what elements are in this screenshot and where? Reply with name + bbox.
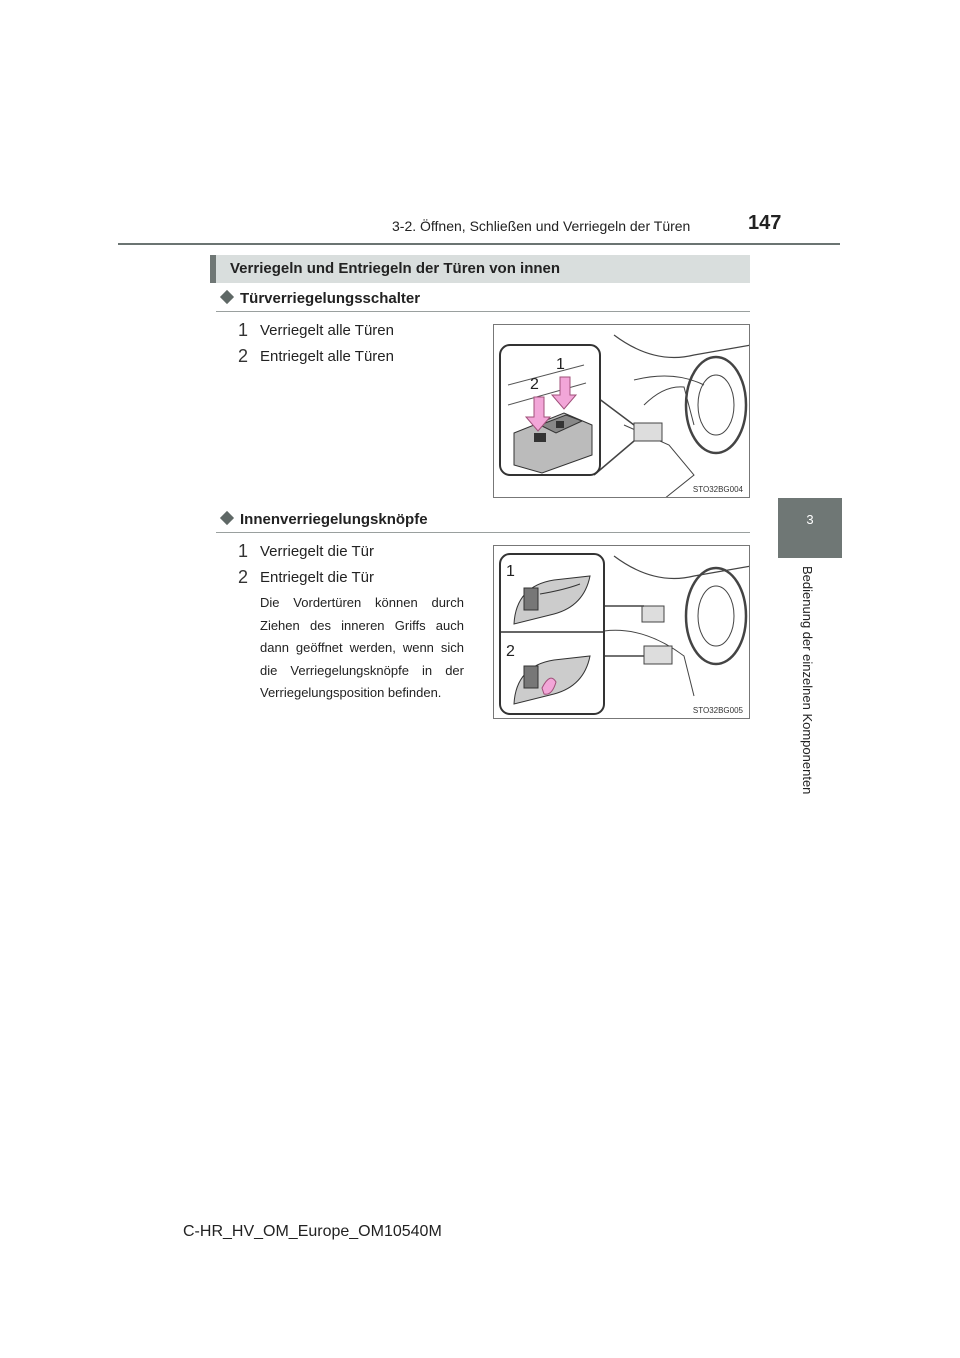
header-rule [118, 243, 840, 245]
diamond-bullet-icon [220, 511, 234, 525]
subheading-rule [216, 532, 750, 533]
number-1-icon: 1 [238, 320, 249, 340]
list-item [238, 322, 394, 339]
figure-code: STO32BG004 [692, 485, 743, 494]
number-2-icon: 2 [238, 346, 249, 366]
subheading-text: Innenverriegelungsknöpfe [240, 511, 428, 528]
list-item-text: Entriegelt alle Türen [260, 348, 394, 365]
figure-callout-1: 1 [556, 356, 565, 373]
note-paragraph: Die Vordertüren können durch Ziehen des inneren Griffs auch dann geöffnet werden, wenn sich die Verriegelungsknöpfe in der Verriegelungsposition befinden. [260, 595, 464, 700]
document-id: C-HR_HV_OM_Europe_OM10540M [183, 1223, 442, 1240]
list-item-text: Verriegelt alle Türen [260, 322, 394, 339]
door-lock-switch-illustration [494, 325, 750, 498]
inside-lock-button-illustration [494, 546, 750, 719]
chapter-tab-label: Bedienung der einzelnen Komponenten [800, 566, 815, 795]
figure-callout-2: 2 [506, 643, 515, 660]
chapter-tab-number: 3 [806, 512, 814, 527]
section-title: Verriegeln und Entriegeln der Türen von innen [230, 260, 561, 277]
page-number: 147 [748, 212, 782, 234]
subheading-text: Türverriegelungsschalter [240, 290, 421, 307]
number-2-icon: 2 [238, 567, 249, 587]
subheading-rule [216, 311, 750, 312]
list-item-text: Verriegelt die Tür [260, 543, 374, 560]
figure-inside-lock-buttons [493, 545, 750, 719]
list-item-text: Entriegelt die Tür [260, 569, 374, 586]
figure-code: STO32BG005 [692, 706, 743, 715]
number-1-icon: 1 [238, 541, 249, 561]
diamond-bullet-icon [220, 290, 234, 304]
subheading-inside-lock-buttons [218, 511, 428, 528]
list-item [238, 569, 374, 586]
list-item [238, 348, 394, 365]
subheading-door-lock-switch [218, 290, 420, 307]
list-item [238, 543, 374, 560]
section-heading-bar [210, 255, 750, 283]
figure-callout-2: 2 [530, 376, 539, 393]
figure-door-lock-switch [493, 324, 750, 498]
running-head: 3-2. Öffnen, Schließen und Verriegeln der Türen [392, 218, 691, 234]
figure-callout-1: 1 [506, 563, 515, 580]
chapter-tab [778, 498, 842, 558]
